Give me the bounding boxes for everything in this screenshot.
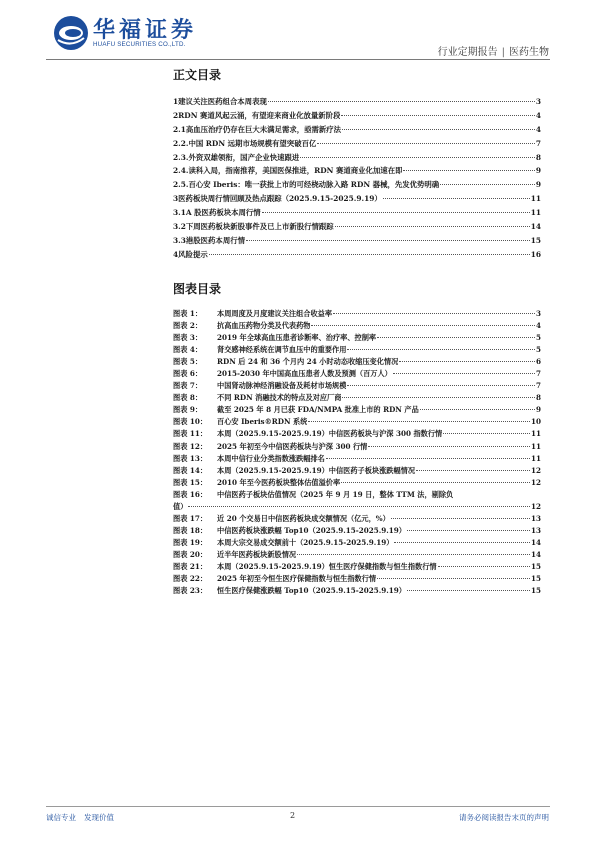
- figure-entry-text: 抗高血压药物分类及代表药物: [217, 321, 311, 331]
- toc-entry-page: 11: [530, 194, 541, 204]
- figure-entry-label: 图表 8：: [173, 393, 203, 403]
- toc-leader-dots: [440, 184, 535, 185]
- toc-entry[interactable]: [173, 193, 541, 207]
- figure-entry-page: 11: [530, 453, 541, 463]
- figure-entry-page: 6: [535, 357, 541, 367]
- toc-entry-page: 11: [530, 208, 541, 218]
- figure-entry[interactable]: [173, 345, 541, 357]
- figure-entry-text: 中信医药板块涨跌幅 Top10（2025.9.15-2025.9.19）: [217, 525, 406, 535]
- figure-leader-dots: [377, 337, 535, 338]
- figure-entry[interactable]: [173, 321, 541, 333]
- figure-entry-text: RDN 后 24 和 36 个月内 24 小时动态收缩压变化情况: [217, 357, 399, 367]
- toc-entry-text: 港股医药本周行情: [185, 235, 245, 245]
- figure-entry-page: 12: [530, 477, 541, 487]
- figure-entry-text: 本周（2025.9.15-2025.9.19）中信医药子板块涨跌幅情况: [217, 465, 416, 475]
- figure-entry-label: 图表 12：: [173, 441, 208, 451]
- figure-entry-label: 图表 11：: [173, 429, 208, 439]
- figure-entry[interactable]: [173, 538, 541, 550]
- figure-entry[interactable]: [173, 417, 541, 429]
- toc-leader-dots: [246, 240, 530, 241]
- toc-entry-text: A 股医药板块本周行情: [185, 208, 261, 218]
- toc-entry-number: 2.3.: [173, 152, 189, 162]
- figure-entry-label: 图表 1：: [173, 309, 203, 318]
- figure-entry-page: 13: [530, 513, 541, 523]
- figure-entry-text: 2015-2030 年中国高血压患者人数及预测（百万人）: [217, 369, 392, 379]
- figure-leader-dots: [368, 446, 530, 447]
- figure-entry[interactable]: [173, 550, 541, 562]
- figure-entry-text: 近 20 个交易日中信医药板块成交额情况（亿元，%）: [217, 513, 390, 523]
- toc-entry-number: 1: [173, 97, 179, 106]
- figure-leader-dots: [297, 554, 530, 555]
- toc-entry[interactable]: [173, 221, 541, 235]
- page-number: 2: [290, 811, 296, 820]
- figure-leader-dots: [333, 313, 535, 314]
- figure-leader-dots: [394, 542, 530, 543]
- figure-entry[interactable]: [173, 381, 541, 393]
- figure-entry[interactable]: [173, 574, 541, 586]
- toc-leader-dots: [335, 226, 530, 227]
- figure-entry-page: 10: [530, 417, 541, 427]
- toc-entry-page: 15: [530, 235, 541, 245]
- figure-entry-text: 近半年医药板块新股情况: [217, 549, 297, 559]
- figure-entry-text: 本周周度及月度建议关注组合收益率: [217, 309, 333, 318]
- toc-entry[interactable]: [173, 207, 541, 221]
- toc-leader-dots: [383, 198, 530, 199]
- figure-entry-page: 11: [530, 441, 541, 451]
- toc-entry[interactable]: [173, 138, 541, 152]
- figure-entry-label: 图表 15：: [173, 477, 208, 487]
- figure-entry-continuation[interactable]: [173, 502, 541, 514]
- toc-leader-dots: [341, 115, 534, 116]
- toc-entry-page: 3: [535, 97, 541, 106]
- figure-entry[interactable]: [173, 333, 541, 345]
- toc-entry-number: 2.4.: [173, 166, 189, 176]
- figure-entry-text: 肾交感神经系统在调节血压中的重要作用: [217, 345, 347, 355]
- figure-entry[interactable]: [173, 526, 541, 538]
- toc-list: [173, 96, 541, 263]
- toc-entry-page: 14: [530, 222, 541, 232]
- figure-entry-label: 图表 17：: [173, 513, 208, 523]
- figure-entry-page: 4: [535, 321, 541, 331]
- figure-entry-text: 中国肾动脉神经消融设备及耗材市场规模: [217, 381, 347, 391]
- figure-leader-dots: [347, 349, 535, 350]
- figure-entry[interactable]: [173, 442, 541, 454]
- figure-entry[interactable]: [173, 586, 541, 598]
- figure-entry-text: 本周（2025.9.15-2025.9.19）恒生医疗保健指数与恒生指数行情: [217, 561, 437, 571]
- toc-entry-page: 9: [535, 180, 541, 190]
- huafu-logo-icon: [52, 14, 90, 52]
- report-category: [438, 43, 549, 58]
- figure-entry-text: 不同 RDN 消融技术的特点及对应厂商: [217, 393, 342, 403]
- figure-entry-page: 13: [530, 525, 541, 535]
- figure-entry[interactable]: [173, 405, 541, 417]
- figure-leader-dots: [407, 590, 530, 591]
- figure-entry-page: 5: [535, 345, 541, 355]
- figure-leader-dots: [311, 325, 535, 326]
- toc-leader-dots: [317, 143, 534, 144]
- toc-entry-page: 7: [535, 138, 541, 148]
- figure-entry-page: 9: [535, 405, 541, 415]
- figure-leader-dots: [393, 373, 535, 374]
- toc-leader-dots: [268, 101, 535, 102]
- figure-entry[interactable]: [173, 393, 541, 405]
- figure-entry-label: 图表 10：: [173, 417, 208, 427]
- figure-entry-text: 2025 年初至今恒生医疗保健指数与恒生指数行情: [217, 574, 377, 584]
- toc-entry-text: 建议关注医药组合本周表现: [178, 97, 267, 106]
- page-header: [0, 0, 595, 64]
- toc-entry-number: 3: [173, 194, 179, 204]
- toc-entry-number: 2: [173, 110, 179, 120]
- toc-entry-page: 9: [535, 166, 541, 176]
- figure-entry-page: 12: [530, 501, 541, 511]
- toc-leader-dots: [403, 170, 534, 171]
- figure-entry-page: 15: [530, 561, 541, 571]
- header-divider: [46, 59, 550, 60]
- figure-entry-text-cont: 值）: [173, 501, 188, 511]
- toc-entry-number: 3.2: [173, 222, 186, 232]
- toc-title: 正文目录: [173, 68, 222, 82]
- figure-leader-dots: [308, 421, 530, 422]
- toc-entry-text: 下周医药板块新股事件及已上市新股行情跟踪: [185, 222, 334, 232]
- figure-entry-text: 中信医药子板块估值情况（2025 年 9 月 19 日，整体 TTM 法，剔除负: [217, 489, 454, 499]
- toc-leader-dots: [209, 254, 530, 255]
- figure-entry-page: 14: [530, 549, 541, 559]
- toc-entry[interactable]: [173, 179, 541, 193]
- toc-entry-page: 16: [530, 249, 541, 259]
- toc-entry-number: 4: [173, 249, 179, 259]
- figure-entry[interactable]: [173, 478, 541, 490]
- toc-entry-text: 风险提示: [178, 249, 208, 259]
- figure-leader-dots: [347, 385, 535, 386]
- toc-leader-dots: [262, 212, 530, 213]
- figure-entry[interactable]: [173, 309, 541, 321]
- figure-entry-text: 截至 2025 年 8 月已获 FDA/NMPA 批准上市的 RDN 产品: [217, 405, 419, 415]
- toc-leader-dots: [342, 129, 535, 130]
- toc-entry-number: 3.3: [173, 235, 186, 245]
- toc-leader-dots: [300, 157, 535, 158]
- toc-entry[interactable]: [173, 110, 541, 124]
- sector-label: 医药生物: [509, 47, 549, 58]
- figure-entry-label: 图表 4：: [173, 345, 203, 355]
- toc-entry[interactable]: [173, 124, 541, 138]
- figure-entry[interactable]: [173, 454, 541, 466]
- figure-entry-label: 图表 16：: [173, 489, 208, 499]
- figure-entry-page: 8: [535, 393, 541, 403]
- toc-entry-text: RDN 赛道风起云涌，有望迎来商业化放量新阶段: [178, 110, 341, 120]
- figures-title: 图表目录: [173, 282, 222, 296]
- figure-leader-dots: [342, 397, 535, 398]
- figure-entry-label: 图表 7：: [173, 381, 203, 391]
- figure-entry-label: 图表 13：: [173, 453, 208, 463]
- figure-entry-page: 14: [530, 537, 541, 547]
- figure-entry[interactable]: [173, 490, 541, 502]
- figure-entry-page: 7: [535, 369, 541, 379]
- figure-entry-label: 图表 19：: [173, 537, 208, 547]
- figure-leader-dots: [416, 470, 530, 471]
- figure-leader-dots: [377, 578, 530, 579]
- toc-entry-number: 2.2.: [173, 138, 189, 148]
- figure-entry-page: 5: [535, 333, 541, 343]
- footer-divider: [46, 806, 550, 807]
- toc-entry-number: 2.1: [173, 124, 186, 134]
- toc-entry-text: 高血压治疗仍存在巨大未满足需求，亟需新疗法: [185, 124, 342, 134]
- figure-leader-dots: [407, 530, 530, 531]
- footer-slogan: [46, 812, 114, 823]
- toc-entry-number: 2.5.: [173, 180, 189, 190]
- toc-entry-text: 百心安 Iberis：唯一获批上市的可经桡动脉入路 RDN 器械，先发优势明确: [188, 180, 440, 190]
- figure-entry-label: 图表 2：: [173, 321, 203, 331]
- figure-entry-label: 图表 21：: [173, 561, 208, 571]
- figure-entry-label: 图表 23：: [173, 586, 208, 596]
- toc-entry-page: 8: [535, 152, 541, 162]
- footer-disclaimer: 请务必阅读报告末页的声明: [459, 813, 549, 822]
- toc-entry[interactable]: [173, 152, 541, 166]
- figure-leader-dots: [188, 506, 530, 507]
- figure-entry[interactable]: [173, 514, 541, 526]
- header-separator: |: [501, 47, 505, 58]
- figure-entry-text: 百心安 Iberis®RDN 系统: [217, 417, 308, 427]
- toc-entry-text: 读科入局，指南推荐，美国医保推进，RDN 赛道商业化加速在即: [188, 166, 403, 176]
- toc-entry[interactable]: [173, 165, 541, 179]
- figure-leader-dots: [443, 433, 530, 434]
- toc-entry-text: 外资双雄领衔，国产企业快速跟进: [188, 152, 300, 162]
- slogan-integrity: 诚信专业: [46, 813, 76, 822]
- figure-leader-dots: [326, 458, 530, 459]
- slogan-value: 发现价值: [84, 813, 114, 822]
- toc-entry[interactable]: [173, 249, 541, 263]
- report-type: 行业定期报告: [437, 47, 498, 58]
- figure-entry-text: 2019 年全球高血压患者诊断率、治疗率、控制率: [217, 333, 377, 343]
- toc-entry-number: 3.1: [173, 208, 186, 218]
- toc-entry-page: 4: [535, 110, 541, 120]
- figure-entry[interactable]: [173, 562, 541, 574]
- figure-leader-dots: [391, 518, 530, 519]
- figure-entry-label: 图表 14：: [173, 465, 208, 475]
- figure-entry-label: 图表 20：: [173, 549, 208, 559]
- figure-entry-text: 本周中信行业分类指数涨跌幅排名: [217, 453, 325, 463]
- figure-entry-label: 图表 6：: [173, 369, 203, 379]
- figure-entry[interactable]: [173, 429, 541, 441]
- toc-entry[interactable]: [173, 96, 541, 110]
- figure-leader-dots: [438, 566, 530, 567]
- figure-entry-label: 图表 9：: [173, 405, 203, 415]
- figure-entry-page: 15: [530, 574, 541, 584]
- figures-list: [173, 309, 541, 598]
- toc-entry-text: 中国 RDN 远期市场规模有望突破百亿: [188, 138, 317, 148]
- figure-entry[interactable]: [173, 357, 541, 369]
- figure-entry-page: 11: [530, 429, 541, 439]
- toc-entry-page: 4: [535, 124, 541, 134]
- figure-entry-text: 2025 年初至今中信医药板块与沪深 300 行情: [217, 441, 368, 451]
- figure-entry-page: 12: [530, 465, 541, 475]
- figure-leader-dots: [399, 361, 535, 362]
- figure-entry-text: 2010 年至今医药板块整体估值溢价率: [217, 477, 341, 487]
- logo-text-cn: 华福证券: [93, 18, 198, 43]
- figure-leader-dots: [420, 409, 535, 410]
- logo-text-en: HUAFU SECURITIES CO.,LTD.: [93, 41, 186, 48]
- figure-entry-page: 7: [535, 381, 541, 391]
- figure-leader-dots: [341, 482, 530, 483]
- figure-entry-page: 15: [530, 586, 541, 596]
- figure-entry-page: 3: [535, 309, 541, 318]
- figure-entry-label: 图表 18：: [173, 525, 208, 535]
- figure-entry-label: 图表 5：: [173, 357, 203, 367]
- toc-entry[interactable]: [173, 235, 541, 249]
- toc-entry-text: 医药板块周行情回顾及热点跟踪（2025.9.15-2025.9.19）: [178, 194, 382, 204]
- figure-entry[interactable]: [173, 466, 541, 478]
- figure-entry[interactable]: [173, 369, 541, 381]
- figure-entry-text: 本周（2025.9.15-2025.9.19）中信医药板块与沪深 300 指数行情: [217, 429, 443, 439]
- figure-entry-text: 本周大宗交易成交额前十（2025.9.15-2025.9.19）: [217, 537, 394, 547]
- figure-entry-text: 恒生医疗保健涨跌幅 Top10（2025.9.15-2025.9.19）: [217, 586, 406, 596]
- figure-entry-label: 图表 3：: [173, 333, 203, 343]
- figure-entry-label: 图表 22：: [173, 574, 208, 584]
